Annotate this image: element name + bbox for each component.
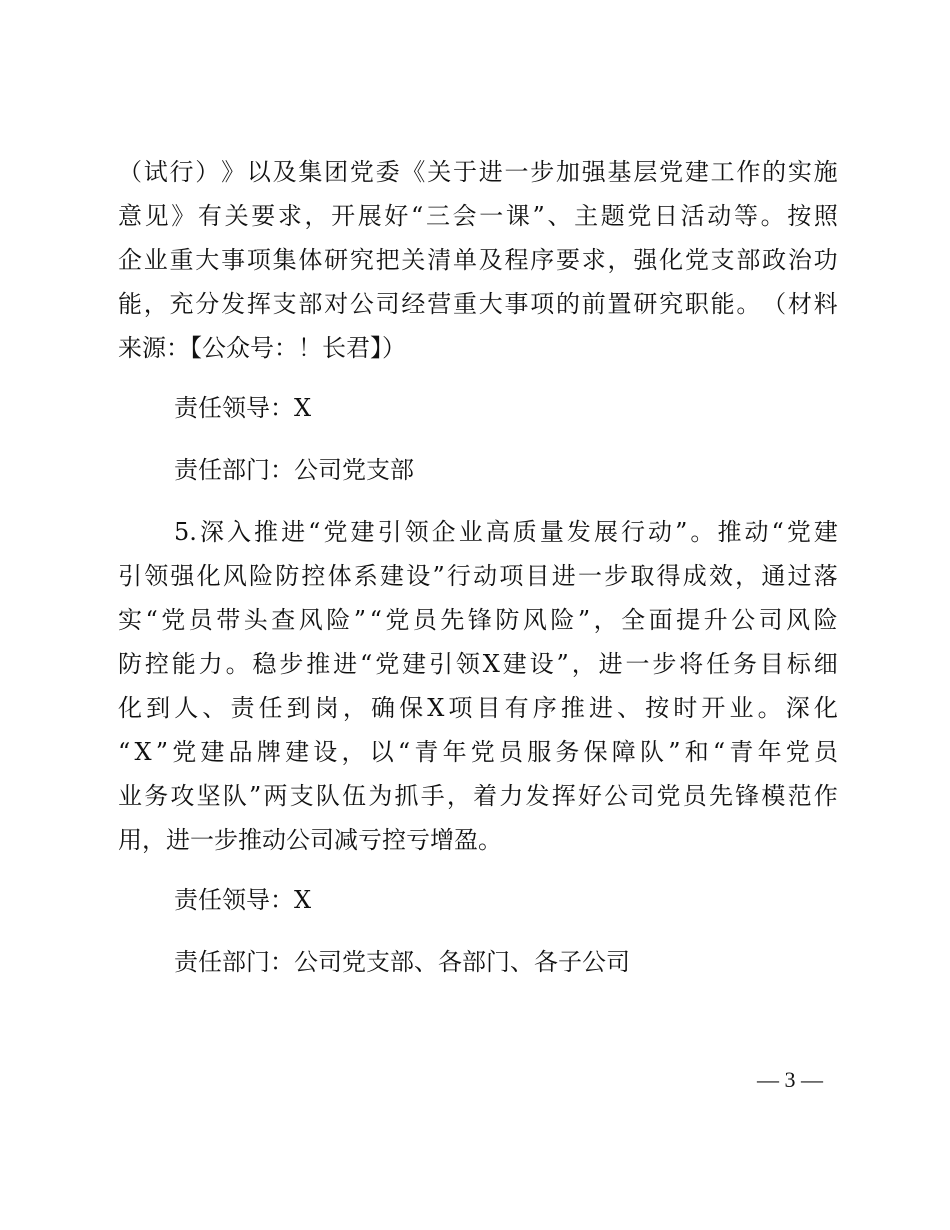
responsible-leader: 责任领导：X: [174, 394, 312, 422]
text-line: 引 领 强 化 风 险 防 控 体 系 建 设 ” 行 动 项 目 进 一 步 取 得 成 效 ， 通 过 落: [118, 562, 838, 590]
text-line: “ X ” 党 建 品 牌 建 设 ， 以 “ 青 年 党 员 服 务 保 障 队 ” 和 “ 青 年 党 员: [118, 738, 838, 766]
text-line: 防 控 能 力 。 稳 步 推 进 “ 党 建 引 领 X 建 设 ” ， 进 一 步 将 任 务 目 标 细: [118, 650, 838, 678]
text-line: （ 试 行 ） 》 以 及 集 团 党 委 《 关 于 进 一 步 加 强 基 层 党 建 工 作 的 实 施: [118, 158, 838, 186]
item-5-paragraph: [118, 510, 838, 862]
responsible-department: 责任部门：公司党支部、各部门、各子公司: [174, 948, 630, 976]
responsible-department: 责任部门：公司党支部: [174, 456, 414, 484]
text-line: 化 到 人 、 责 任 到 岗 ， 确 保 X 项 目 有 序 推 进 、 按 时 开 业 。 深 化: [118, 694, 838, 722]
text-line: 企 业 重 大 事 项 集 体 研 究 把 关 清 单 及 程 序 要 求 ， 强 化 党 支 部 政 治 功: [118, 246, 838, 274]
text-line: 5. 深 入 推 进 “ 党 建 引 领 企 业 高 质 量 发 展 行 动 ” 。 推 动 “ 党 建: [174, 518, 838, 546]
text-line: 意 见 》 有 关 要 求 ， 开 展 好 “ 三 会 一 课 ” 、 主 题 党 日 活 动 等 。 按 照: [118, 202, 838, 230]
paragraph-continuation: [118, 150, 838, 370]
text-line: 业 务 攻 坚 队 ” 两 支 队 伍 为 抓 手 ， 着 力 发 挥 好 公 司 党 员 先 锋 模 范 作: [118, 782, 838, 810]
text-line: 实 “ 党 员 带 头 查 风 险 ” “ 党 员 先 锋 防 风 险 ” ， 全 面 提 升 公 司 风 险: [118, 606, 838, 634]
page-number: — 3 —: [757, 1067, 823, 1092]
responsible-leader: 责任领导：X: [174, 886, 312, 914]
document-body: [118, 150, 838, 984]
text-line: 用，进一步推动公司减亏控亏增盈。: [118, 826, 502, 854]
text-line: 来源：【公众号：！长君】）: [118, 334, 406, 362]
text-line: 能 ， 充 分 发 挥 支 部 对 公 司 经 营 重 大 事 项 的 前 置 研 究 职 能 。 （ 材 料: [118, 290, 838, 318]
